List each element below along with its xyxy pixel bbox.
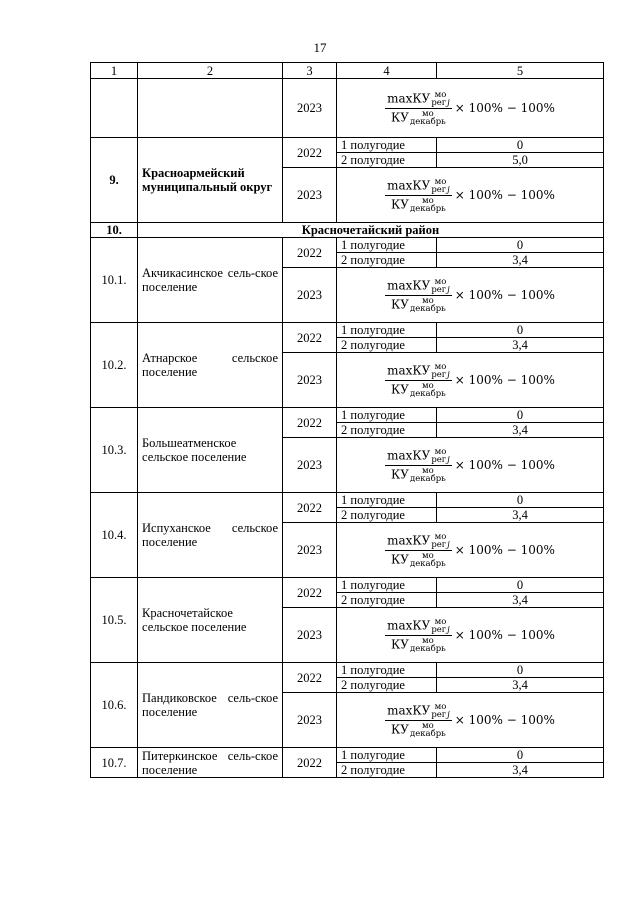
formula-num-indices	[431, 533, 449, 549]
formula-den-sub: декабрь	[409, 303, 446, 314]
half-year-value: 5,0	[437, 153, 604, 168]
formula-num-main: maxКУ	[387, 618, 431, 632]
half-year-label: 1 полугодие	[337, 578, 437, 593]
half-year-value: 0	[437, 748, 604, 763]
half-year-value: 3,4	[437, 593, 604, 608]
formula-den-main: КУ	[391, 382, 409, 396]
half-year-label: 1 полугодие	[337, 238, 437, 253]
half-year-label: 2 полугодие	[337, 253, 437, 268]
formula-den-sup: мо	[422, 720, 434, 731]
formula-fraction	[385, 448, 452, 483]
formula-tail: × 100% − 100%	[454, 458, 555, 472]
formula-den-main: КУ	[391, 197, 409, 211]
table-row	[91, 748, 604, 763]
formula-num-sub: рег	[431, 97, 447, 108]
header-col-1: 1	[91, 63, 138, 79]
formula-num-idx: j	[447, 284, 450, 295]
formula-fraction	[385, 363, 452, 398]
row-number: 10.6.	[91, 663, 138, 748]
formula-num-sub-wrap	[431, 286, 449, 294]
row-year: 2022	[283, 238, 337, 268]
formula-num-idx: j	[447, 369, 450, 380]
formula-num-main: maxКУ	[387, 91, 431, 105]
formula-fraction	[385, 703, 452, 738]
formula-numerator	[385, 363, 452, 381]
formula-den-indices	[410, 467, 446, 483]
row-year: 2023	[283, 168, 337, 223]
row-number: 10.7.	[91, 748, 138, 778]
formula-num-idx: j	[447, 539, 450, 550]
formula-denominator	[389, 636, 448, 653]
formula-fraction	[385, 533, 452, 568]
half-year-label: 1 полугодие	[337, 748, 437, 763]
formula-den-main: КУ	[391, 637, 409, 651]
formula-num-main: maxКУ	[387, 448, 431, 462]
formula-num-idx: j	[447, 184, 450, 195]
formula-tail: × 100% − 100%	[454, 101, 555, 115]
half-year-label: 2 полугодие	[337, 678, 437, 693]
formula-denominator	[389, 296, 448, 313]
row-year: 2022	[283, 748, 337, 778]
formula-den-sup: мо	[422, 195, 434, 206]
formula-num-sub: рег	[431, 539, 447, 550]
header-col-2: 2	[138, 63, 283, 79]
formula-num-sup: мо	[434, 701, 447, 712]
row-number: 9.	[91, 138, 138, 223]
formula-den-indices	[410, 197, 446, 213]
formula-den-main: КУ	[391, 552, 409, 566]
half-year-label: 2 полугодие	[337, 593, 437, 608]
half-year-value: 3,4	[437, 508, 604, 523]
row-number: 10.5.	[91, 578, 138, 663]
formula-den-main: КУ	[391, 467, 409, 481]
formula-num-sub-wrap	[431, 711, 449, 719]
formula	[385, 533, 555, 568]
formula-num-sub: рег	[431, 184, 447, 195]
row-year: 2023	[283, 353, 337, 408]
half-year-label: 1 полугодие	[337, 493, 437, 508]
row-number: 10.1.	[91, 238, 138, 323]
formula-num-indices	[431, 91, 449, 107]
formula-den-sub: декабрь	[409, 473, 446, 484]
formula-num-sup: мо	[434, 176, 447, 187]
row-name	[138, 79, 283, 138]
half-year-value: 3,4	[437, 678, 604, 693]
row-name: Пандиковское сель-ское поселение	[138, 663, 283, 748]
formula	[385, 278, 555, 313]
formula-den-sup: мо	[422, 465, 434, 476]
region-title: Красночетайский район	[138, 223, 604, 238]
half-year-label: 1 полугодие	[337, 323, 437, 338]
page-number: 17	[313, 40, 327, 55]
formula-den-indices	[410, 637, 446, 653]
header-col-4: 4	[337, 63, 437, 79]
formula	[385, 363, 555, 398]
formula-tail: × 100% − 100%	[454, 188, 555, 202]
formula-den-indices	[410, 722, 446, 738]
half-year-value: 0	[437, 578, 604, 593]
formula-cell	[337, 523, 604, 578]
formula-num-idx: j	[447, 454, 450, 465]
header-col-5: 5	[437, 63, 604, 79]
data-table	[90, 62, 604, 778]
formula-num-indices	[431, 363, 449, 379]
row-name: Испуханское сельское поселение	[138, 493, 283, 578]
formula-num-idx: j	[447, 97, 450, 108]
row-year: 2022	[283, 323, 337, 353]
row-year: 2023	[283, 79, 337, 138]
formula-fraction	[385, 178, 452, 213]
formula-num-sub-wrap	[431, 371, 449, 379]
row-name: Питеркинское сель-ское поселение	[138, 748, 283, 778]
formula-num-main: maxКУ	[387, 533, 431, 547]
row-year: 2022	[283, 493, 337, 523]
row-year: 2023	[283, 438, 337, 493]
table-row	[91, 408, 604, 423]
formula	[385, 91, 555, 126]
row-year: 2023	[283, 693, 337, 748]
table-row	[91, 138, 604, 153]
formula-numerator	[385, 703, 452, 721]
formula-den-sub: декабрь	[409, 116, 446, 127]
formula-num-sub: рег	[431, 454, 447, 465]
formula-num-sub: рег	[431, 709, 447, 720]
formula-denominator	[389, 196, 448, 213]
formula-num-sup: мо	[434, 89, 447, 100]
formula-fraction	[385, 618, 452, 653]
formula-num-sup: мо	[434, 276, 447, 287]
formula-fraction	[385, 91, 452, 126]
formula-cell	[337, 608, 604, 663]
row-year: 2022	[283, 408, 337, 438]
row-name: Красночетайское сельское поселение	[138, 578, 283, 663]
row-year: 2022	[283, 578, 337, 608]
half-year-value: 3,4	[437, 253, 604, 268]
formula-num-sup: мо	[434, 361, 447, 372]
formula-den-indices	[410, 110, 446, 126]
formula-denominator	[389, 721, 448, 738]
formula-num-sub-wrap	[431, 186, 449, 194]
formula	[385, 703, 555, 738]
formula-num-sup: мо	[434, 531, 447, 542]
row-name: Акчикасинское сель-ское поселение	[138, 238, 283, 323]
half-year-label: 2 полугодие	[337, 153, 437, 168]
formula-den-sub: декабрь	[409, 388, 446, 399]
formula-num-indices	[431, 618, 449, 634]
formula-num-main: maxКУ	[387, 703, 431, 717]
table-row	[91, 79, 604, 138]
formula-den-main: КУ	[391, 722, 409, 736]
formula-cell	[337, 168, 604, 223]
formula-num-sub-wrap	[431, 541, 449, 549]
formula-den-sup: мо	[422, 295, 434, 306]
half-year-value: 0	[437, 323, 604, 338]
formula-fraction	[385, 278, 452, 313]
formula-numerator	[385, 533, 452, 551]
formula-den-sub: декабрь	[409, 643, 446, 654]
formula-num-indices	[431, 703, 449, 719]
row-number: 10.	[91, 223, 138, 238]
formula-num-sup: мо	[434, 446, 447, 457]
formula-num-indices	[431, 178, 449, 194]
half-year-value: 0	[437, 138, 604, 153]
half-year-value: 0	[437, 408, 604, 423]
header-col-3: 3	[283, 63, 337, 79]
row-year: 2023	[283, 608, 337, 663]
formula-numerator	[385, 448, 452, 466]
formula-den-sup: мо	[422, 550, 434, 561]
formula-den-indices	[410, 382, 446, 398]
formula-num-sub: рег	[431, 369, 447, 380]
formula-num-main: maxКУ	[387, 278, 431, 292]
formula-tail: × 100% − 100%	[454, 628, 555, 642]
formula-numerator	[385, 278, 452, 296]
formula-cell	[337, 693, 604, 748]
header-row	[91, 63, 604, 79]
formula-num-sub-wrap	[431, 626, 449, 634]
half-year-value: 0	[437, 663, 604, 678]
formula-num-idx: j	[447, 709, 450, 720]
table-row	[91, 663, 604, 678]
row-number	[91, 79, 138, 138]
formula-denominator	[389, 551, 448, 568]
formula-num-main: maxКУ	[387, 363, 431, 377]
formula-tail: × 100% − 100%	[454, 288, 555, 302]
row-year: 2022	[283, 663, 337, 693]
table-row	[91, 238, 604, 253]
row-name: Красноармейский муниципальный округ	[138, 138, 283, 223]
table-row	[91, 223, 604, 238]
formula-numerator	[385, 91, 452, 109]
formula-num-indices	[431, 448, 449, 464]
half-year-value: 3,4	[437, 763, 604, 778]
half-year-value: 0	[437, 238, 604, 253]
formula-num-sub: рег	[431, 624, 447, 635]
formula-num-main: maxКУ	[387, 178, 431, 192]
formula-cell	[337, 438, 604, 493]
formula	[385, 618, 555, 653]
formula-cell	[337, 353, 604, 408]
half-year-label: 2 полугодие	[337, 508, 437, 523]
formula	[385, 448, 555, 483]
formula-num-sub-wrap	[431, 99, 449, 107]
formula-tail: × 100% − 100%	[454, 543, 555, 557]
formula-tail: × 100% − 100%	[454, 713, 555, 727]
formula-den-sup: мо	[422, 635, 434, 646]
formula-den-indices	[410, 297, 446, 313]
half-year-value: 0	[437, 493, 604, 508]
table-row	[91, 493, 604, 508]
formula-tail: × 100% − 100%	[454, 373, 555, 387]
row-name: Большеатменское сельское поселение	[138, 408, 283, 493]
row-number: 10.4.	[91, 493, 138, 578]
table-row	[91, 578, 604, 593]
formula-denominator	[389, 109, 448, 126]
formula-num-idx: j	[447, 624, 450, 635]
row-year: 2023	[283, 523, 337, 578]
formula-num-sub-wrap	[431, 456, 449, 464]
formula-denominator	[389, 381, 448, 398]
formula-den-sup: мо	[422, 108, 434, 119]
formula	[385, 178, 555, 213]
formula-num-sup: мо	[434, 616, 447, 627]
formula-numerator	[385, 618, 452, 636]
half-year-label: 2 полугодие	[337, 423, 437, 438]
formula-num-indices	[431, 278, 449, 294]
formula-cell	[337, 79, 604, 138]
half-year-label: 1 полугодие	[337, 663, 437, 678]
row-name: Атнарское сельское поселение	[138, 323, 283, 408]
formula-num-sub: рег	[431, 284, 447, 295]
formula-den-sup: мо	[422, 380, 434, 391]
formula-den-sub: декабрь	[409, 728, 446, 739]
formula-denominator	[389, 466, 448, 483]
formula-cell	[337, 268, 604, 323]
row-number: 10.2.	[91, 323, 138, 408]
table-row	[91, 323, 604, 338]
half-year-label: 1 полугодие	[337, 138, 437, 153]
formula-den-main: КУ	[391, 110, 409, 124]
formula-den-sub: декабрь	[409, 558, 446, 569]
half-year-value: 3,4	[437, 338, 604, 353]
half-year-label: 2 полугодие	[337, 763, 437, 778]
formula-den-sub: декабрь	[409, 203, 446, 214]
row-year: 2023	[283, 268, 337, 323]
row-number: 10.3.	[91, 408, 138, 493]
half-year-label: 2 полугодие	[337, 338, 437, 353]
formula-den-indices	[410, 552, 446, 568]
half-year-label: 1 полугодие	[337, 408, 437, 423]
half-year-value: 3,4	[437, 423, 604, 438]
row-year: 2022	[283, 138, 337, 168]
formula-numerator	[385, 178, 452, 196]
formula-den-main: КУ	[391, 297, 409, 311]
